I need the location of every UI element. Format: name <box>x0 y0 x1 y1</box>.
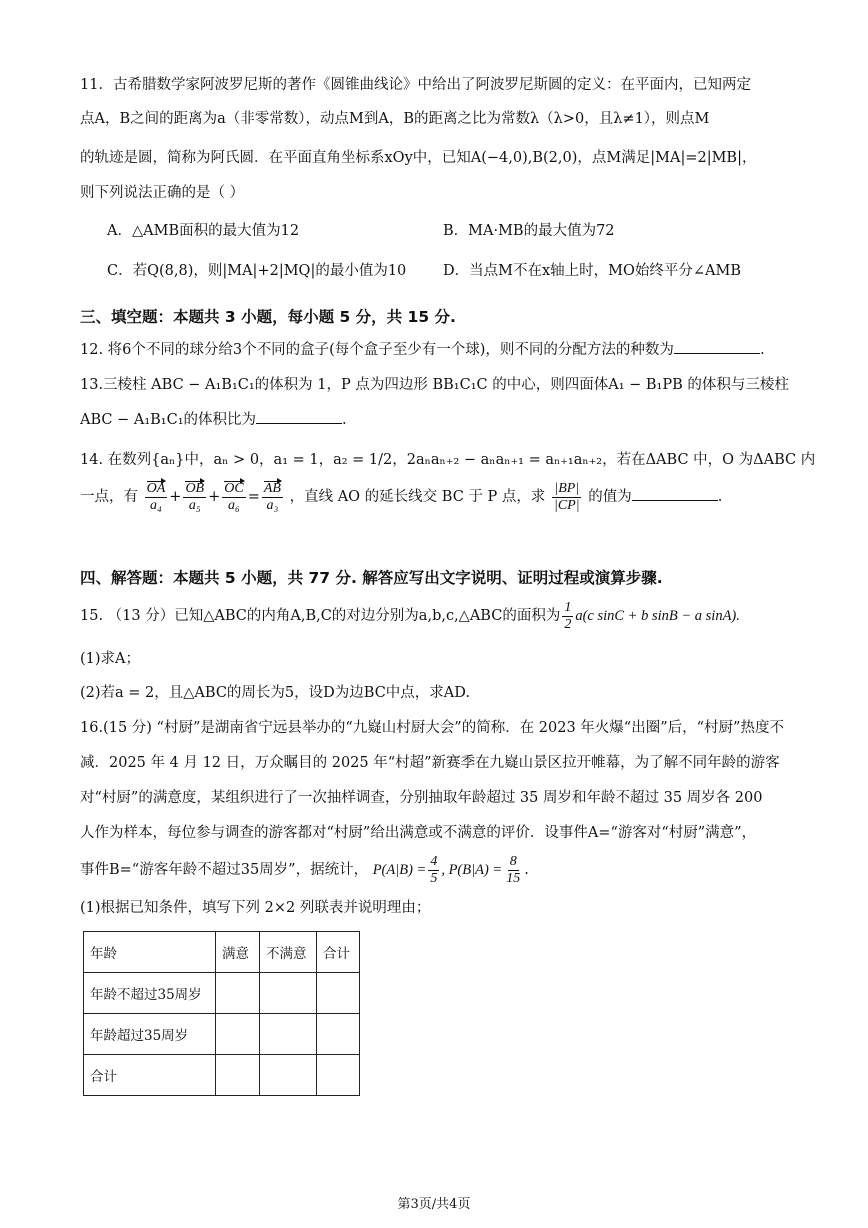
q14-text-b: ，直线 AO 的延长线交 BC 于 P 点，求 <box>289 489 546 505</box>
q16-den-5: 5 <box>430 870 438 886</box>
table-cell <box>317 1055 360 1096</box>
q13-line-2-text: ABC − A₁B₁C₁的体积比为 <box>80 412 257 428</box>
q16-line-2: 减．2025 年 4 月 12 日，万众瞩目的 2025 年“村超”新赛季在九嶷山景区拉开帷幕，为了解不同年龄的游客 <box>80 755 780 771</box>
q15-part-1: (1)求A； <box>80 651 141 667</box>
q14-frac-oa <box>145 481 168 514</box>
q14-vec-ab: AB <box>263 480 281 496</box>
q11-line-3: 的轨迹是圆，简称为阿氏圆．在平面直角坐标系xOy中，已知A(−4,0),B(2,0)，点M满足|MA|=2|MB|， <box>80 150 757 166</box>
q16-text-b: P(A|B) = <box>372 862 427 878</box>
table-cell <box>216 1014 260 1055</box>
table-cell <box>317 1014 360 1055</box>
q14-den-a5: a₅ <box>188 497 201 513</box>
q15-num: 1 <box>564 599 572 615</box>
q14-den-a3: a₃ <box>266 497 279 513</box>
q14-frac-ab <box>262 481 283 514</box>
q12 <box>80 339 795 361</box>
table-header-cell: 满意 <box>216 932 260 973</box>
q16-frac-4-5 <box>428 854 439 887</box>
table-header-row <box>84 932 360 973</box>
q14-vec-oa: OA <box>146 480 166 496</box>
table-row-label: 年龄超过35周岁 <box>84 1014 216 1055</box>
q14-num-bp: |BP| <box>554 480 580 496</box>
table-cell <box>260 1055 317 1096</box>
q11-line-2: 点A，B之间的距离为a（非零常数），动点M到A，B的距离之比为常数λ（λ>0，且λ≠1），则点M <box>80 111 710 127</box>
q13-end: . <box>342 412 347 428</box>
q12-end: . <box>759 342 765 358</box>
q16-line-3: 对“村厨”的满意度，某组织进行了一次抽样调查，分别抽取年龄超过 35 周岁和年龄不超过 35 周岁各 200 <box>80 790 763 806</box>
q16-den-15: 15 <box>506 870 521 886</box>
table-row-label: 年龄不超过35周岁 <box>84 973 216 1014</box>
section-3-heading: 三、填空题：本题共 3 小题，每小题 5 分，共 15 分. <box>80 308 456 326</box>
q13-line-2 <box>80 409 795 431</box>
q11-option-a: A．△AMB面积的最大值为12 <box>107 223 300 239</box>
table-header-cell: 不满意 <box>260 932 317 973</box>
table-cell <box>216 1055 260 1096</box>
q14-vec-oc: OC <box>224 480 244 496</box>
table-header-cell: 合计 <box>317 932 360 973</box>
q15-den: 2 <box>564 616 572 632</box>
q14-line-1: 14. 在数列{aₙ}中，aₙ > 0，a₁ = 1，a₂ = 1/2，2aₙaₙ₊₂ − aₙaₙ₊₁ = aₙ₊₁aₙ₊₂，若在ΔABC 中，O 为ΔABC 内 <box>80 452 816 468</box>
table-header-cell: 年龄 <box>84 932 216 973</box>
q16-part-1: (1)根据已知条件，填写下列 2×2 列联表并说明理由； <box>80 900 431 916</box>
q11-option-c: C．若Q(8,8)，则|MA|+2|MQ|的最小值为10 <box>107 263 407 279</box>
table-cell <box>216 973 260 1014</box>
q15-text-b: a(c sinC + b sinB − a sinA). <box>575 608 740 624</box>
q16-line-4: 人作为样本，每位参与调查的游客都对“村厨”给出满意或不满意的评价．设事件A=“游客对“村厨”满意”， <box>80 825 757 841</box>
table-row-label: 合计 <box>84 1055 216 1096</box>
q16-num-4: 4 <box>430 853 438 869</box>
section-4-heading: 四、解答题：本题共 5 小题，共 77 分. 解答应写出文字说明、证明过程或演算步骤. <box>80 569 663 587</box>
q14-end: . <box>717 489 723 505</box>
q15-text-a: 15. （13 分）已知△ABC的内角A,B,C的对边分别为a,b,c,△ABC的面积为 <box>80 608 561 624</box>
q11-line-1: 11．古希腊数学家阿波罗尼斯的著作《圆锥曲线论》中给出了阿波罗尼斯圆的定义：在平面内，已知两定 <box>80 77 751 93</box>
q15-frac-half <box>562 600 573 633</box>
q14-text-c: 的值为 <box>588 489 632 505</box>
q14-line-2: 一点，有 $\frac{OA}{\text{a₄}}$ + $\frac{OB}{\text{a₅}}$ + $\frac{OC}{\text{a₆}}$ = $\frac{AB}{\text{a₃}}$ ，直线 AO 的延长线交 BC 于 P 点，求 $\frac{|BP|}{|CP|}$ 的值为 . <box>80 480 723 513</box>
q13-line-1: 13.三棱柱 ABC − A₁B₁C₁的体积为 1，P 点为四边形 BB₁C₁C 的中心，则四面体A₁ − B₁PB 的体积与三棱柱 <box>80 377 789 393</box>
page-footer: 第3页/共4页 <box>397 1197 471 1212</box>
q15-line-1 <box>80 598 795 634</box>
q14-vec-ob: OB <box>185 480 205 496</box>
q12-text: 12. 将6个不同的球分给3个不同的盒子(每个盒子至少有一个球)，则不同的分配方法的种数为 <box>80 342 674 358</box>
table-cell <box>260 1014 317 1055</box>
q16-line-5 <box>80 850 795 890</box>
q16-frac-8-15 <box>504 854 522 887</box>
q14-text-a: 一点，有 <box>80 489 138 505</box>
q14-den-a4: a₄ <box>150 497 162 513</box>
q14-frac-ob <box>183 481 206 514</box>
table-row <box>84 1055 360 1096</box>
q14-den-cp: |CP| <box>554 497 580 513</box>
q14-frac-oc <box>222 481 245 514</box>
q14-answer-blank <box>632 486 718 501</box>
table-row <box>84 973 360 1014</box>
q11-line-4: 则下列说法正确的是（ ） <box>80 185 245 201</box>
q16-text-c: , P(B|A) = <box>441 862 503 878</box>
q12-answer-blank <box>674 339 760 354</box>
table-cell <box>260 973 317 1014</box>
contingency-table <box>83 931 360 1096</box>
q13-answer-blank <box>256 409 342 424</box>
table-row <box>84 1014 360 1055</box>
q16-num-8: 8 <box>509 853 517 869</box>
q11-option-d: D．当点M不在x轴上时，MO始终平分∠AMB <box>443 263 742 279</box>
q16-text-a: 事件B=“游客年龄不超过35周岁”，据统计， <box>80 862 369 878</box>
table-cell <box>317 973 360 1014</box>
q16-line-1: 16.(15 分) “村厨”是湖南省宁远县举办的“九嶷山村厨大会”的简称．在 2023 年火爆“出圈”后，“村厨”热度不 <box>80 720 784 736</box>
q15-part-2: (2)若a = 2，且△ABC的周长为5，设D为边BC中点，求AD. <box>80 685 470 701</box>
q14-den-a6: a₆ <box>228 497 240 513</box>
q14-frac-bp-cp <box>552 481 582 514</box>
q16-text-d: . <box>524 862 529 878</box>
q11-option-b: B．MA·MB的最大值为72 <box>443 223 615 239</box>
